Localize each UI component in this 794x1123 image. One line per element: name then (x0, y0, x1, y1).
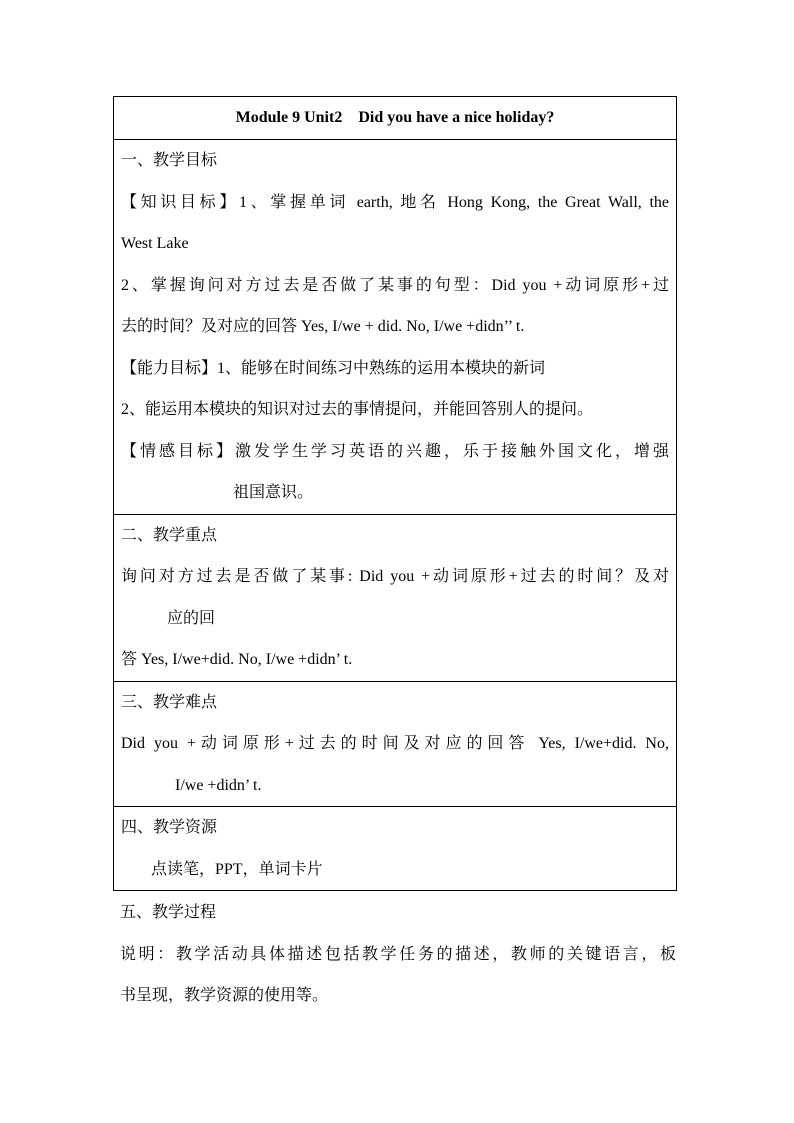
title-cell (114, 97, 677, 140)
knowledge-objective-line-3: 2、掌握询问对方过去是否做了某事的句型：Did you +动词原形+过 (121, 276, 669, 294)
ability-objective-line-2: 2、能运用本模块的知识对过去的事情提问，并能回答别人的提问。 (121, 401, 594, 418)
key-points-line-1: 询问对方过去是否做了某事: Did you +动词原形+过去的时间？及对 (121, 568, 669, 585)
key-points-line-3: 答 Yes, I/we+did. No, I/we +didn’ t. (121, 651, 353, 668)
lesson-plan-table (113, 96, 677, 891)
key-points-cell (114, 514, 677, 681)
emotion-objective-line-2: 祖国意识。 (233, 484, 314, 501)
resources-cell (114, 807, 677, 891)
objectives-row (114, 140, 677, 515)
process-section (120, 892, 676, 1017)
resources-line-1: 点读笔，PPT，单词卡片 (151, 860, 323, 878)
difficulties-heading: 三、教学难点 (121, 693, 218, 711)
resources-row (114, 807, 677, 891)
key-points-row (114, 514, 677, 681)
key-points-line-2: 应的回 (167, 609, 216, 627)
key-points-heading: 二、教学重点 (121, 526, 218, 544)
title-row (114, 97, 677, 140)
process-note-line-1: 说明：教学活动具体描述包括教学任务的描述，教师的关键语言，板 (120, 945, 676, 963)
difficulties-cell (114, 681, 677, 807)
knowledge-objective-line-4: 去的时间？及对应的回答 Yes, I/we + did. No, I/we +didn’’ t. (121, 318, 525, 335)
difficulties-line-1: Did you +动词原形+过去的时间及对应的回答 Yes, I/we+did. No, (121, 735, 669, 752)
emotion-objective-line-1: 【情感目标】激发学生学习英语的兴趣，乐于接触外国文化，增强 (121, 442, 669, 460)
ability-objective-line-1: 【能力目标】1、能够在时间练习中熟练的运用本模块的新词 (121, 359, 546, 377)
process-heading: 五、教学过程 (120, 904, 217, 921)
resources-heading: 四、教学资源 (121, 819, 218, 836)
objectives-cell (114, 140, 677, 515)
process-note-line-2: 书呈现，教学资源的使用等。 (120, 987, 329, 1004)
knowledge-objective-line-1: 【知识目标】1、掌握单词 earth, 地名 Hong Kong, the Great Wall, the (121, 193, 669, 211)
difficulties-row (114, 681, 677, 807)
objectives-heading: 一、教学目标 (121, 152, 218, 169)
knowledge-objective-line-2: West Lake (121, 235, 189, 252)
document-title: Module 9 Unit2 Did you have a nice holiday? (235, 109, 555, 126)
difficulties-line-2: I/we +didn’ t. (175, 776, 262, 794)
